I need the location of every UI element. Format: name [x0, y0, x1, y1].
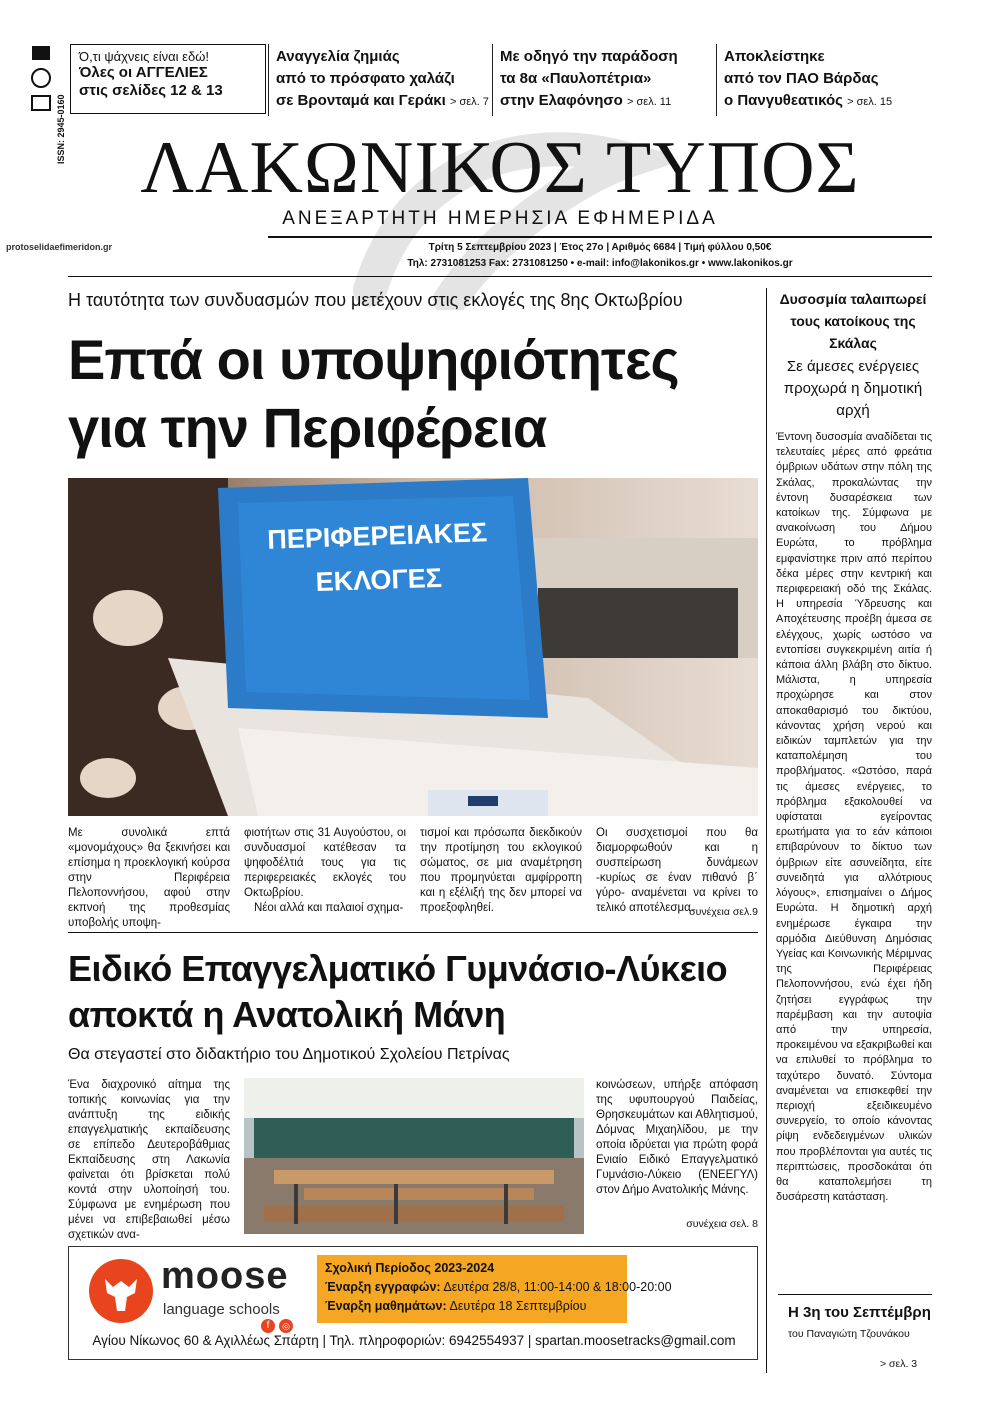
- teaser-line: ο Πανγυθεατικός: [724, 92, 843, 109]
- teaser-hail[interactable]: [276, 46, 490, 113]
- teaser-line: στην Ελαφόνησο: [500, 92, 623, 109]
- instagram-icon[interactable]: ◎: [279, 1319, 293, 1333]
- teaser-page: > σελ. 11: [627, 96, 672, 108]
- teaser-line: από τον ΠΑΟ Βάρδας: [724, 70, 879, 87]
- teaser-pavlopetria[interactable]: [500, 46, 714, 113]
- divider: [716, 44, 717, 116]
- second-col-3: κοινώσεων, υπήρξε απόφαση της υφυπουργού Παιδείας, Θρησκευμάτων και Αθλητισμού, Δόμνας Μιχαηλίδου, με την οποία ιδρύεται για πρώτη φορά Ενιαίο Ειδικό Επαγγελματικό Γυμνάσιο-Λύκειο (ΕΝΕΕΓΥΛ) στον Δήμο Ανατολικής Μάνης.: [596, 1079, 758, 1196]
- main-col-2-p2: Νέοι αλλά και παλαιοί σχημα-: [254, 902, 404, 914]
- sidebar-body: Έντονη δυσοσμία αναδίδεται τις τελευταίες μέρες από φρεάτια όμβριων υδάτων στην πόλη της Σκάλας, προκαλώντας την έντονη δυσαρέσκεια των κατοίκων της. Σύμφωνα με ανακοίνωση του Δήμου Ευρώτα, το πρόβλημα εμφανίστηκε πριν από περίπου δέκα μέρες στην κεντρική και περιφερειακή οδό της Σκάλας. Η υπηρεσία Ύδρευσης και Αποχέτευσης προέβη άμεσα σε ελέγχους, χωρίς ωστόσο να εντοπίσει συγκεκριμένη αιτία ή κάποια άλλη βλάβη στο δίκτυο. Μάλιστα, η υπηρεσία προχώρησε και στον αποκαθαρισμό του δικτύου, κάνοντας χρήση νερού και ειδικών ταμπλετών για την καταπολέμηση του προβλήματος. «Ωστόσο, παρά τις άμεσες ενέργειες, το πρόβλημα εξακολουθεί να υφίσταται εγείροντας ερωτήματα για το εάν κάποιοι επιβαρύνουν το δίκτυο των όμβριων είτε ασυνείδητα, είτε συνειδητά για αλλότριους λόγους», επισημαίνει ο Δήμος Ευρώτα. Η δημοτική αρχή ενημέρωσε έγκαιρα την αρμόδια Διεύθυνση Δημόσιας Υγείας και Κοινωνικής Μέριμνας της Περιφέρειας Πελοποννήσου, ενώ έχει ήδη ζητήσει εγγράφως την παρέμβαση και την αυτοψία από την υπηρεσία, προκειμένου να εξακριβωθεί και να επιλυθεί το πρόβλημα το ταχύτερο δυνατό. Σύντομα αναμένεται να επισκεφθεί την περιοχή εξειδικευμένο συνεργείο, το οποίο κάνοντας ρίψη ενδεδειγμένων υλικών που προβλέπονται για αυτές τις περιπτώσεις, προσδοκάται ότι θα καταπολεμήσει τη δυσάρεστη κατάσταση.: [776, 431, 932, 1204]
- teaser-page: > σελ. 15: [847, 96, 893, 108]
- classifieds-line1: Ό,τι ψάχνεις είναι εδώ!: [79, 49, 209, 64]
- moose-brand: moose: [161, 1255, 289, 1297]
- classroom-photo: [244, 1078, 584, 1234]
- column-author: του Παναγιώτη Τζουνάκου: [788, 1328, 910, 1340]
- photo-sign-line: ΕΚΛΟΓΕΣ: [315, 562, 443, 598]
- main-col-1: Με συνολικά επτά «μονομάχους» θα ξεκινήσει και επίσημα η προεκλογική κούρσα στην Περιφέρεια Πελοποννήσου, αφού στην εκπνοή της προθεσμίας υποβολής υποψη-: [68, 827, 230, 929]
- classifieds-box[interactable]: [70, 44, 266, 114]
- publisher-logo-icon: [26, 44, 56, 114]
- sidebar-rule: [766, 288, 767, 1373]
- teaser-line: σε Βρονταμά και Γεράκι: [276, 92, 446, 109]
- second-headline-line: αποκτά η Ανατολική Μάνη: [68, 994, 506, 1035]
- school-period-box: [317, 1255, 672, 1323]
- lessons-label: Έναρξη μαθημάτων:: [325, 1299, 447, 1313]
- contact-info: Τηλ: 2731081253 Fax: 2731081250 • e-mail: info@lakonikos.gr • www.lakonikos.gr: [407, 258, 793, 269]
- moose-advert[interactable]: [68, 1246, 758, 1360]
- sidebar-headline[interactable]: Δυσοσμία ταλαιπωρεί τους κατοίκους της Σκάλας: [779, 291, 927, 351]
- main-col-3: τισμοί και πρόσωπα διεκδικούν την προτίμηση του εκλογικού σώματος, σε μια αναμέτρηση που προμηνύεται αμφίρροπη και η εξέλιξή της δεν μπορεί να προεξοφληθεί.: [420, 827, 582, 914]
- election-photo: [68, 478, 758, 816]
- main-col-2: [244, 826, 406, 916]
- issue-info: Τρίτη 5 Σεπτεμβρίου 2023 | Έτος 27ο | Αριθμός 6684 | Τιμή φύλλου 0,50€: [428, 242, 772, 253]
- classifieds-line2: Όλες οι ΑΓΓΕΛΙΕΣ: [79, 64, 208, 81]
- divider: [268, 44, 269, 116]
- advert-contact: Αγίου Νίκωνος 60 & Αχιλλέως Σπάρτη | Τηλ. πληροφοριών: 6942554937 | spartan.moosetracks@gmail.com: [92, 1333, 736, 1348]
- column-title[interactable]: Η 3η του Σεπτέμβρη: [788, 1304, 931, 1321]
- teaser-line: Αποκλείστηκε: [724, 48, 825, 65]
- source-watermark: protoselidaefimeridon.gr: [6, 242, 113, 252]
- teaser-line: τα 8α «Παυλοπέτρια»: [500, 70, 652, 87]
- main-col-2-p1: φιοτήτων στις 31 Αυγούστου, οι συνδυασμοί κατέθεσαν τα ψηφοδέλτιά τους για τις περιφερειακές εκλογές του Οκτωβρίου.: [244, 827, 406, 899]
- issn-number: ISSN: 2945-0160: [56, 94, 66, 164]
- school-period: Σχολική Περίοδος 2023-2024: [325, 1261, 495, 1275]
- second-headline-line: Ειδικό Επαγγελματικό Γυμνάσιο-Λύκειο: [68, 948, 728, 989]
- teaser-page: > σελ. 7: [450, 96, 489, 108]
- teaser-sports[interactable]: [724, 46, 934, 113]
- masthead-subtitle: ΑΝΕΞΑΡΤΗΤΗ ΗΜΕΡΗΣΙΑ ΕΦΗΜΕΡΙΔΑ: [282, 208, 718, 229]
- registration-label: Έναρξη εγγραφών:: [325, 1280, 441, 1294]
- teaser-line: Με οδηγό την παράδοση: [500, 48, 678, 65]
- section-rule: [68, 932, 758, 933]
- main-col-4: Οι συσχετισμοί που θα διαμορφωθούν και η συσπείρωση δυνάμεων -κυρίως σε έναν πιθανό β΄ γύρο- αναμένεται να κρίνει το τελικό αποτέλεσμα.: [596, 827, 758, 914]
- facebook-icon[interactable]: f: [261, 1319, 275, 1333]
- teaser-line: από το πρόσφατο χαλάζι: [276, 70, 455, 87]
- second-headline[interactable]: [68, 946, 727, 1038]
- sidebar-divider: [778, 1294, 932, 1295]
- main-headline[interactable]: [68, 326, 679, 462]
- second-continued-link[interactable]: συνέχεια σελ. 8: [686, 1218, 758, 1230]
- second-col-1: Ένα διαχρονικό αίτημα της τοπικής κοινωνίας για την ανάπτυξη της ειδικής επαγγελματικής εκπαίδευσης σε επίπεδο Δευτεροβάθμιας Εκπαίδευσης στη Λακωνία φαίνεται ότι βρίσκεται πολύ κοντά στην υλοποίησή του. Σύμφωνα με ενημέρωση που μένει να επιβεβαιωθεί μέσω σχετικών ανα-: [68, 1079, 230, 1241]
- teaser-line: Αναγγελία ζημιάς: [276, 48, 400, 65]
- column-page-link[interactable]: > σελ. 3: [880, 1358, 918, 1370]
- issn-strip: [26, 44, 66, 164]
- divider: [492, 44, 493, 116]
- moose-brand-sub: language schools: [163, 1301, 280, 1318]
- second-deck: Θα στεγαστεί στο διδακτήριο του Δημοτικού Σχολείου Πετρίνας: [68, 1046, 510, 1063]
- moose-logo-icon: [87, 1257, 155, 1325]
- registration-value: Δευτέρα 28/8, 11:00-14:00 & 18:00-20:00: [443, 1280, 672, 1294]
- main-headline-line: για την Περιφέρεια: [68, 396, 547, 459]
- lessons-value: Δευτέρα 18 Σεπτεμβρίου: [449, 1299, 587, 1313]
- photo-sign-line: ΠΕΡΙΦΕΡΕΙΑΚΕΣ: [266, 517, 488, 555]
- main-kicker: Η ταυτότητα των συνδυασμών που μετέχουν στις εκλογές της 8ης Οκτωβρίου: [68, 290, 683, 310]
- header-rule-bottom: [68, 276, 932, 277]
- sidebar-deck: Σε άμεσες ενέργειες προχωρά η δημοτική αρχή: [783, 358, 923, 419]
- main-headline-line: Επτά οι υποψηφιότητες: [68, 328, 679, 391]
- main-continued-link[interactable]: συνέχεια σελ.9: [689, 906, 758, 918]
- classifieds-line3: στις σελίδες 12 & 13: [79, 82, 223, 99]
- header-rule: [268, 236, 932, 238]
- masthead: ΛΑΚΩΝΙΚΟΣ ΤΥΠΟΣ: [140, 127, 860, 209]
- photo-sign-text: [227, 509, 530, 607]
